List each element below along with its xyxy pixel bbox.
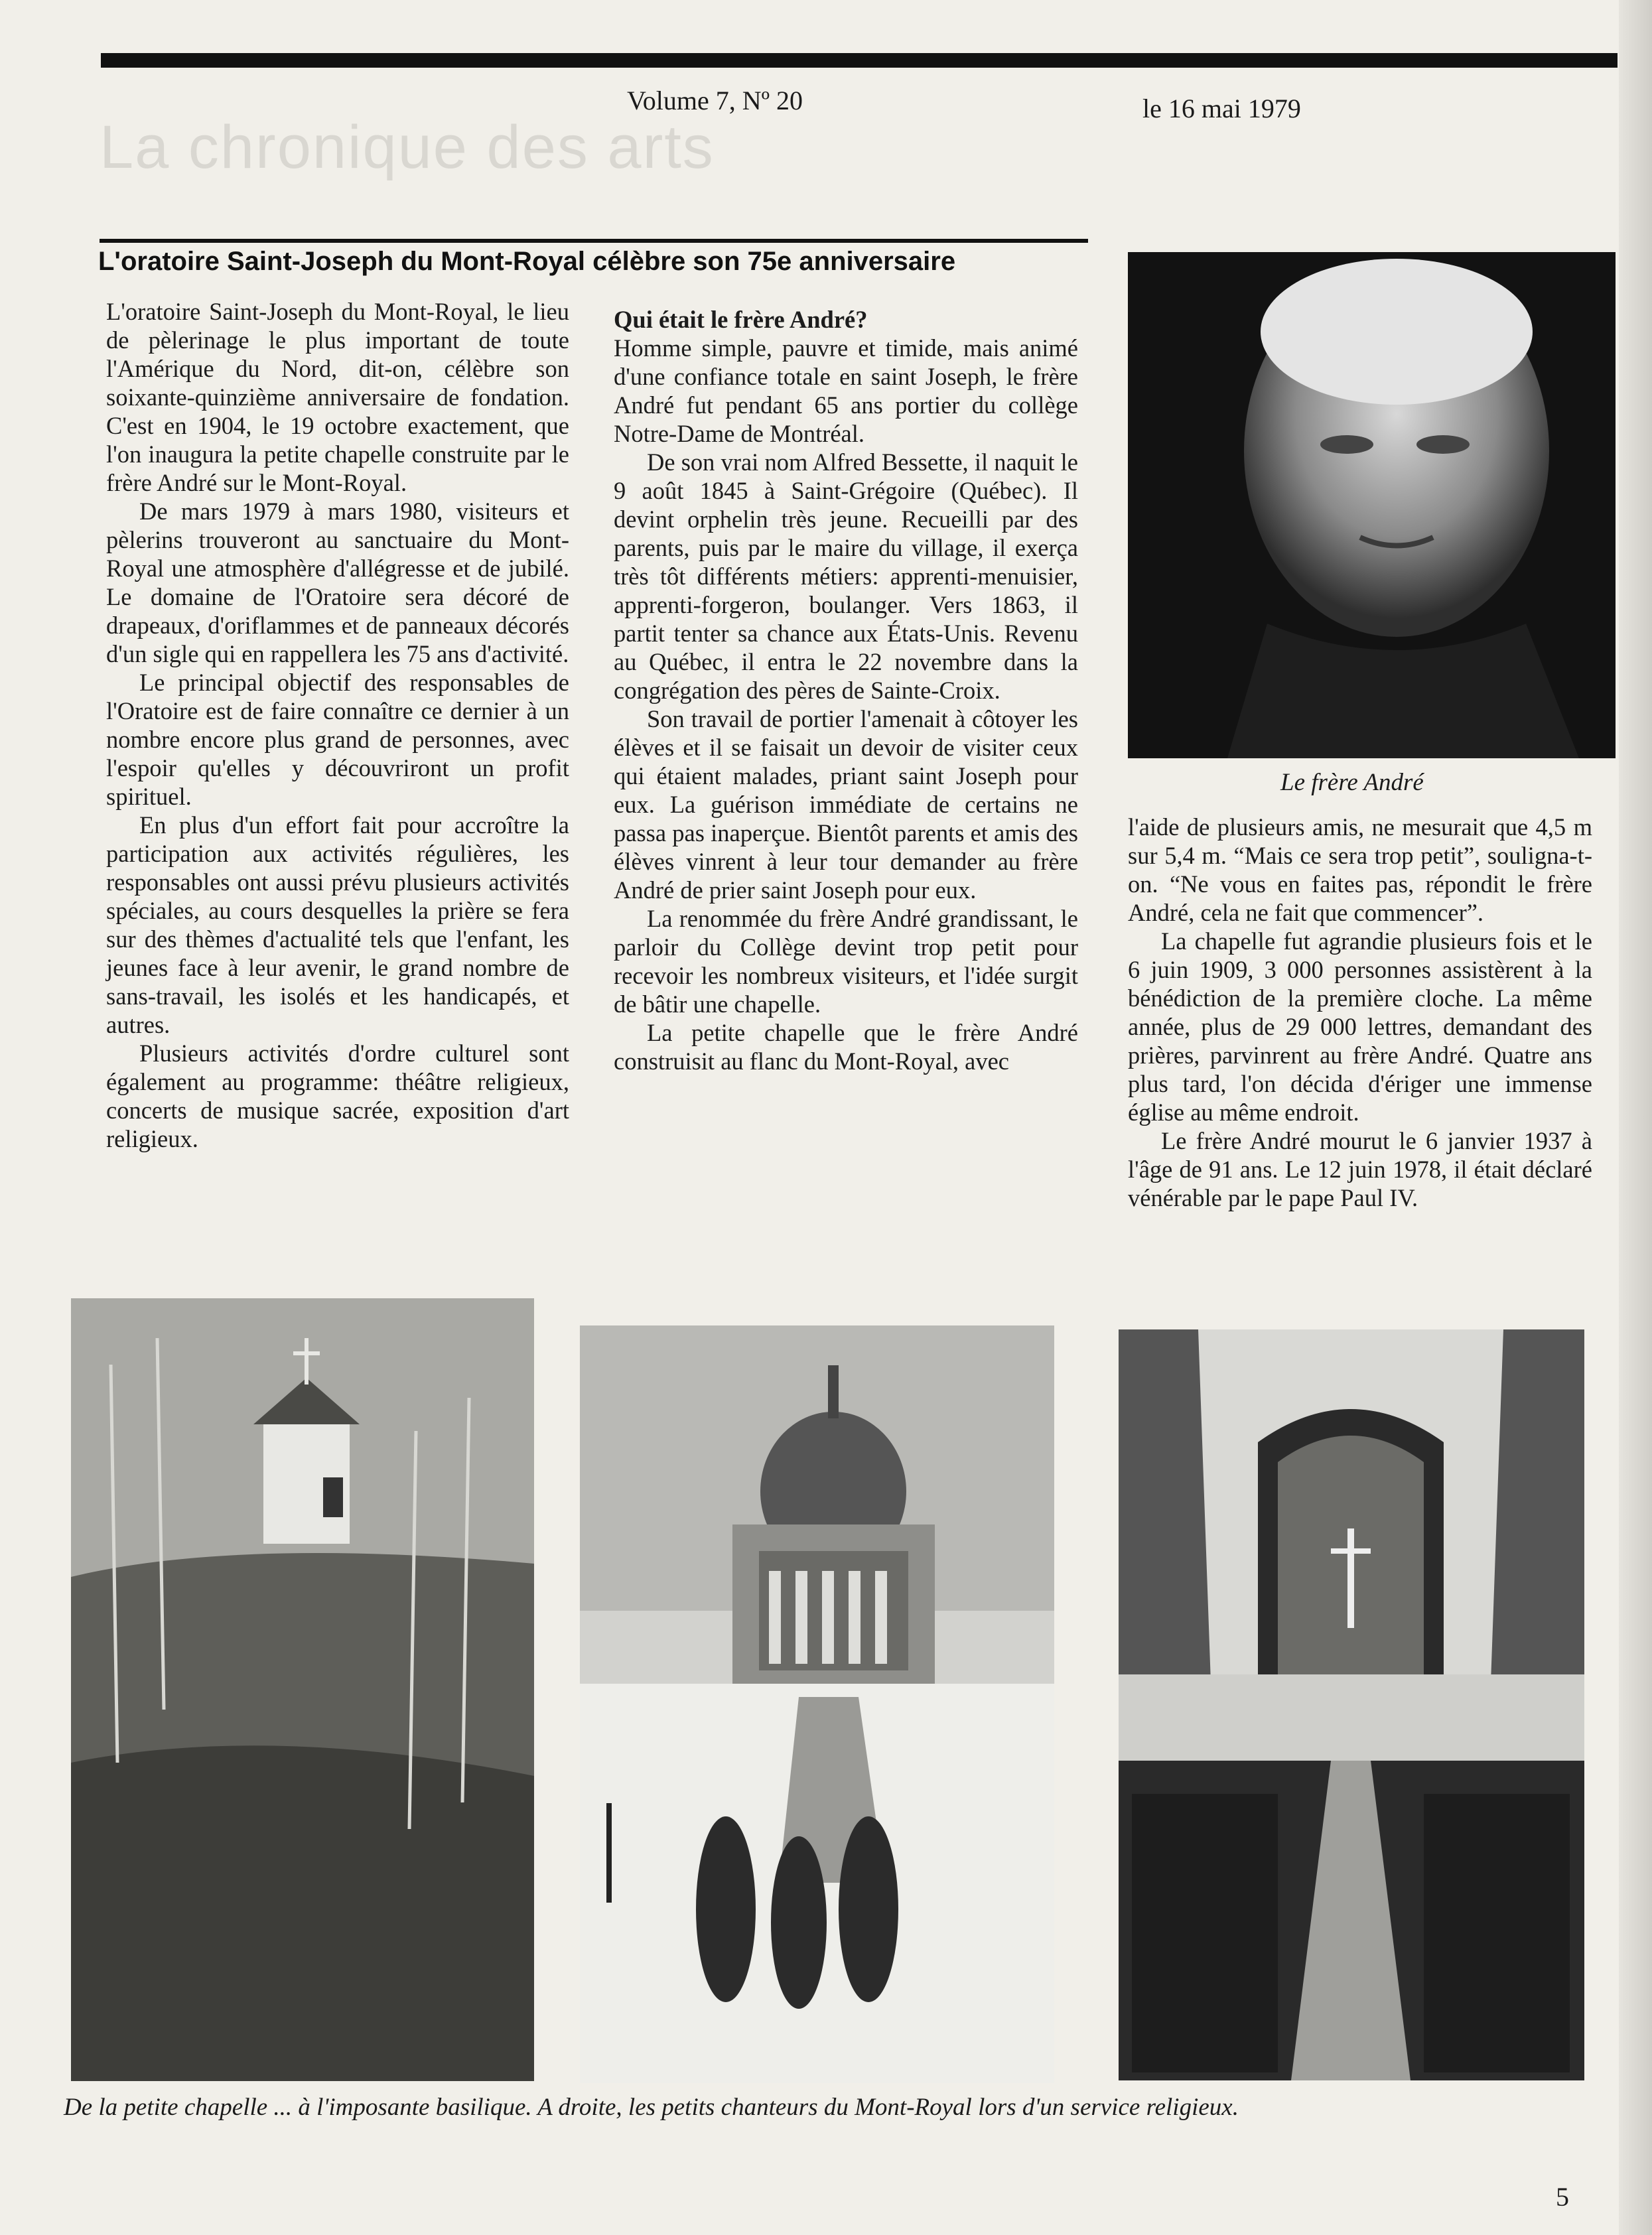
paragraph: L'oratoire Saint-Joseph du Mont-Royal, le lieu de pèlerinage le plus important de toute l'Amérique du Nord, dit-on, célèbre son soixante-quinzième anniversaire de fondation. C'est en 1904, le 19 octobre exactement, que l'on inaugura la petite chapelle construite par le frère André sur le Mont-Royal. (106, 298, 569, 496)
chapel-image (71, 1298, 534, 2081)
article-headline: L'oratoire Saint-Joseph du Mont-Royal célèbre son 75e anniversaire (98, 247, 956, 276)
page-edge-shadow (1619, 0, 1652, 2235)
paragraph: Son travail de portier l'amenait à côtoyer les élèves et il se faisait un devoir de visiter ceux qui étaient malades, priant saint Joseph pour eux. La guérison immédiate de certains ne passa pas inaperçue. Bientôt parents et amis des élèves vinrent à leur tour demander au frère André de prier saint Joseph pour eux. (614, 705, 1078, 904)
interior-photo (1119, 1329, 1584, 2080)
portrait-photo (1128, 252, 1616, 758)
section-heading: Qui était le frère André? (614, 306, 868, 333)
paragraph: Le principal objectif des responsables de l'Oratoire est de faire connaître ce dernier à un nombre encore plus grand de personnes, avec l'espoir qu'elles y découvriront un profit spirituel. (106, 669, 569, 810)
paragraph: Le frère André mourut le 6 janvier 1937 à l'âge de 91 ans. Le 12 juin 1978, il était déclaré vénérable par le pape Paul IV. (1128, 1127, 1592, 1211)
basilica-image (580, 1325, 1054, 2083)
basilica-photo (580, 1325, 1054, 2083)
paragraph: Homme simple, pauvre et timide, mais animé d'une confiance totale en saint Joseph, le frère André fut pendant 65 ans portier du collège Notre-Dame de Montréal. (614, 334, 1078, 447)
volume-number: Volume 7, Nº 20 (627, 86, 803, 115)
show-through-title: La chronique des arts (100, 113, 715, 181)
paragraph: De mars 1979 à mars 1980, visiteurs et pèlerins trouveront au sanctuaire du Mont-Royal une atmosphère d'allégresse et de jubilé. Le domaine de l'Oratoire sera décoré de drapeaux, d'oriflammes et de panneaux décorés d'un sigle qui en rappellera les 75 ans d'activité. (106, 498, 569, 667)
paragraph: Plusieurs activités d'ordre culturel sont également au programme: théâtre religieux, concerts de musique sacrée, exposition d'art religieux. (106, 1040, 569, 1152)
paragraph: l'aide de plusieurs amis, ne mesurait que 4,5 m sur 5,4 m. “Mais ce sera trop petit”, souligna-t-on. “Ne vous en faites pas, répondit le frère André, cela ne fait que commencer”. (1128, 813, 1592, 926)
portrait-caption: Le frère André (1280, 769, 1424, 796)
paragraph: La renommée du frère André grandissant, le parloir du Collège devint trop petit pour recevoir les nombreux visiteurs, et l'idée surgit de bâtir une chapelle. (614, 905, 1078, 1018)
headline-rule (100, 239, 1088, 243)
article-column-2 (614, 305, 1078, 1075)
chapel-photo (71, 1298, 534, 2081)
article-column-1 (106, 297, 569, 1153)
top-rule (101, 53, 1618, 68)
photos-caption: De la petite chapelle ... à l'imposante basilique. A droite, les petits chanteurs du Mont-Royal lors d'un service religieux. (64, 2094, 1239, 2121)
paragraph: La chapelle fut agrandie plusieurs fois et le 6 juin 1909, 3 000 personnes assistèrent à la bénédiction de la première cloche. La même année, plus de 29 000 lettres, demandant des prières, parvinrent au frère André. Quatre ans plus tard, l'on décida d'ériger une immense église au même endroit. (1128, 927, 1592, 1126)
portrait-image (1128, 252, 1616, 758)
article-column-3 (1128, 813, 1592, 1212)
page-number: 5 (1556, 2182, 1569, 2212)
paragraph: De son vrai nom Alfred Bessette, il naquit le 9 août 1845 à Saint-Grégoire (Québec). Il devint orphelin très jeune. Recueilli par des parents, puis par le maire du village, il exerça très tôt différents métiers: apprenti-menuisier, apprenti-forgeron, boulanger. Vers 1863, il partit tenter sa chance aux États-Unis. Revenu au Québec, il entra le 22 novembre dans la congrégation des pères de Sainte-Croix. (614, 448, 1078, 704)
paragraph: La petite chapelle que le frère André construisit au flanc du Mont-Royal, avec (614, 1019, 1078, 1075)
issue-date: le 16 mai 1979 (1142, 94, 1301, 123)
paragraph: En plus d'un effort fait pour accroître la participation aux activités régulières, les responsables ont aussi prévu plusieurs activités spéciales, au cours desquelles la prière se fera sur des thèmes d'actualité tels que l'enfant, les jeunes face à leur avenir, le grand nombre de sans-travail, les isolés et les handicapés, et autres. (106, 811, 569, 1038)
interior-image (1119, 1329, 1584, 2080)
